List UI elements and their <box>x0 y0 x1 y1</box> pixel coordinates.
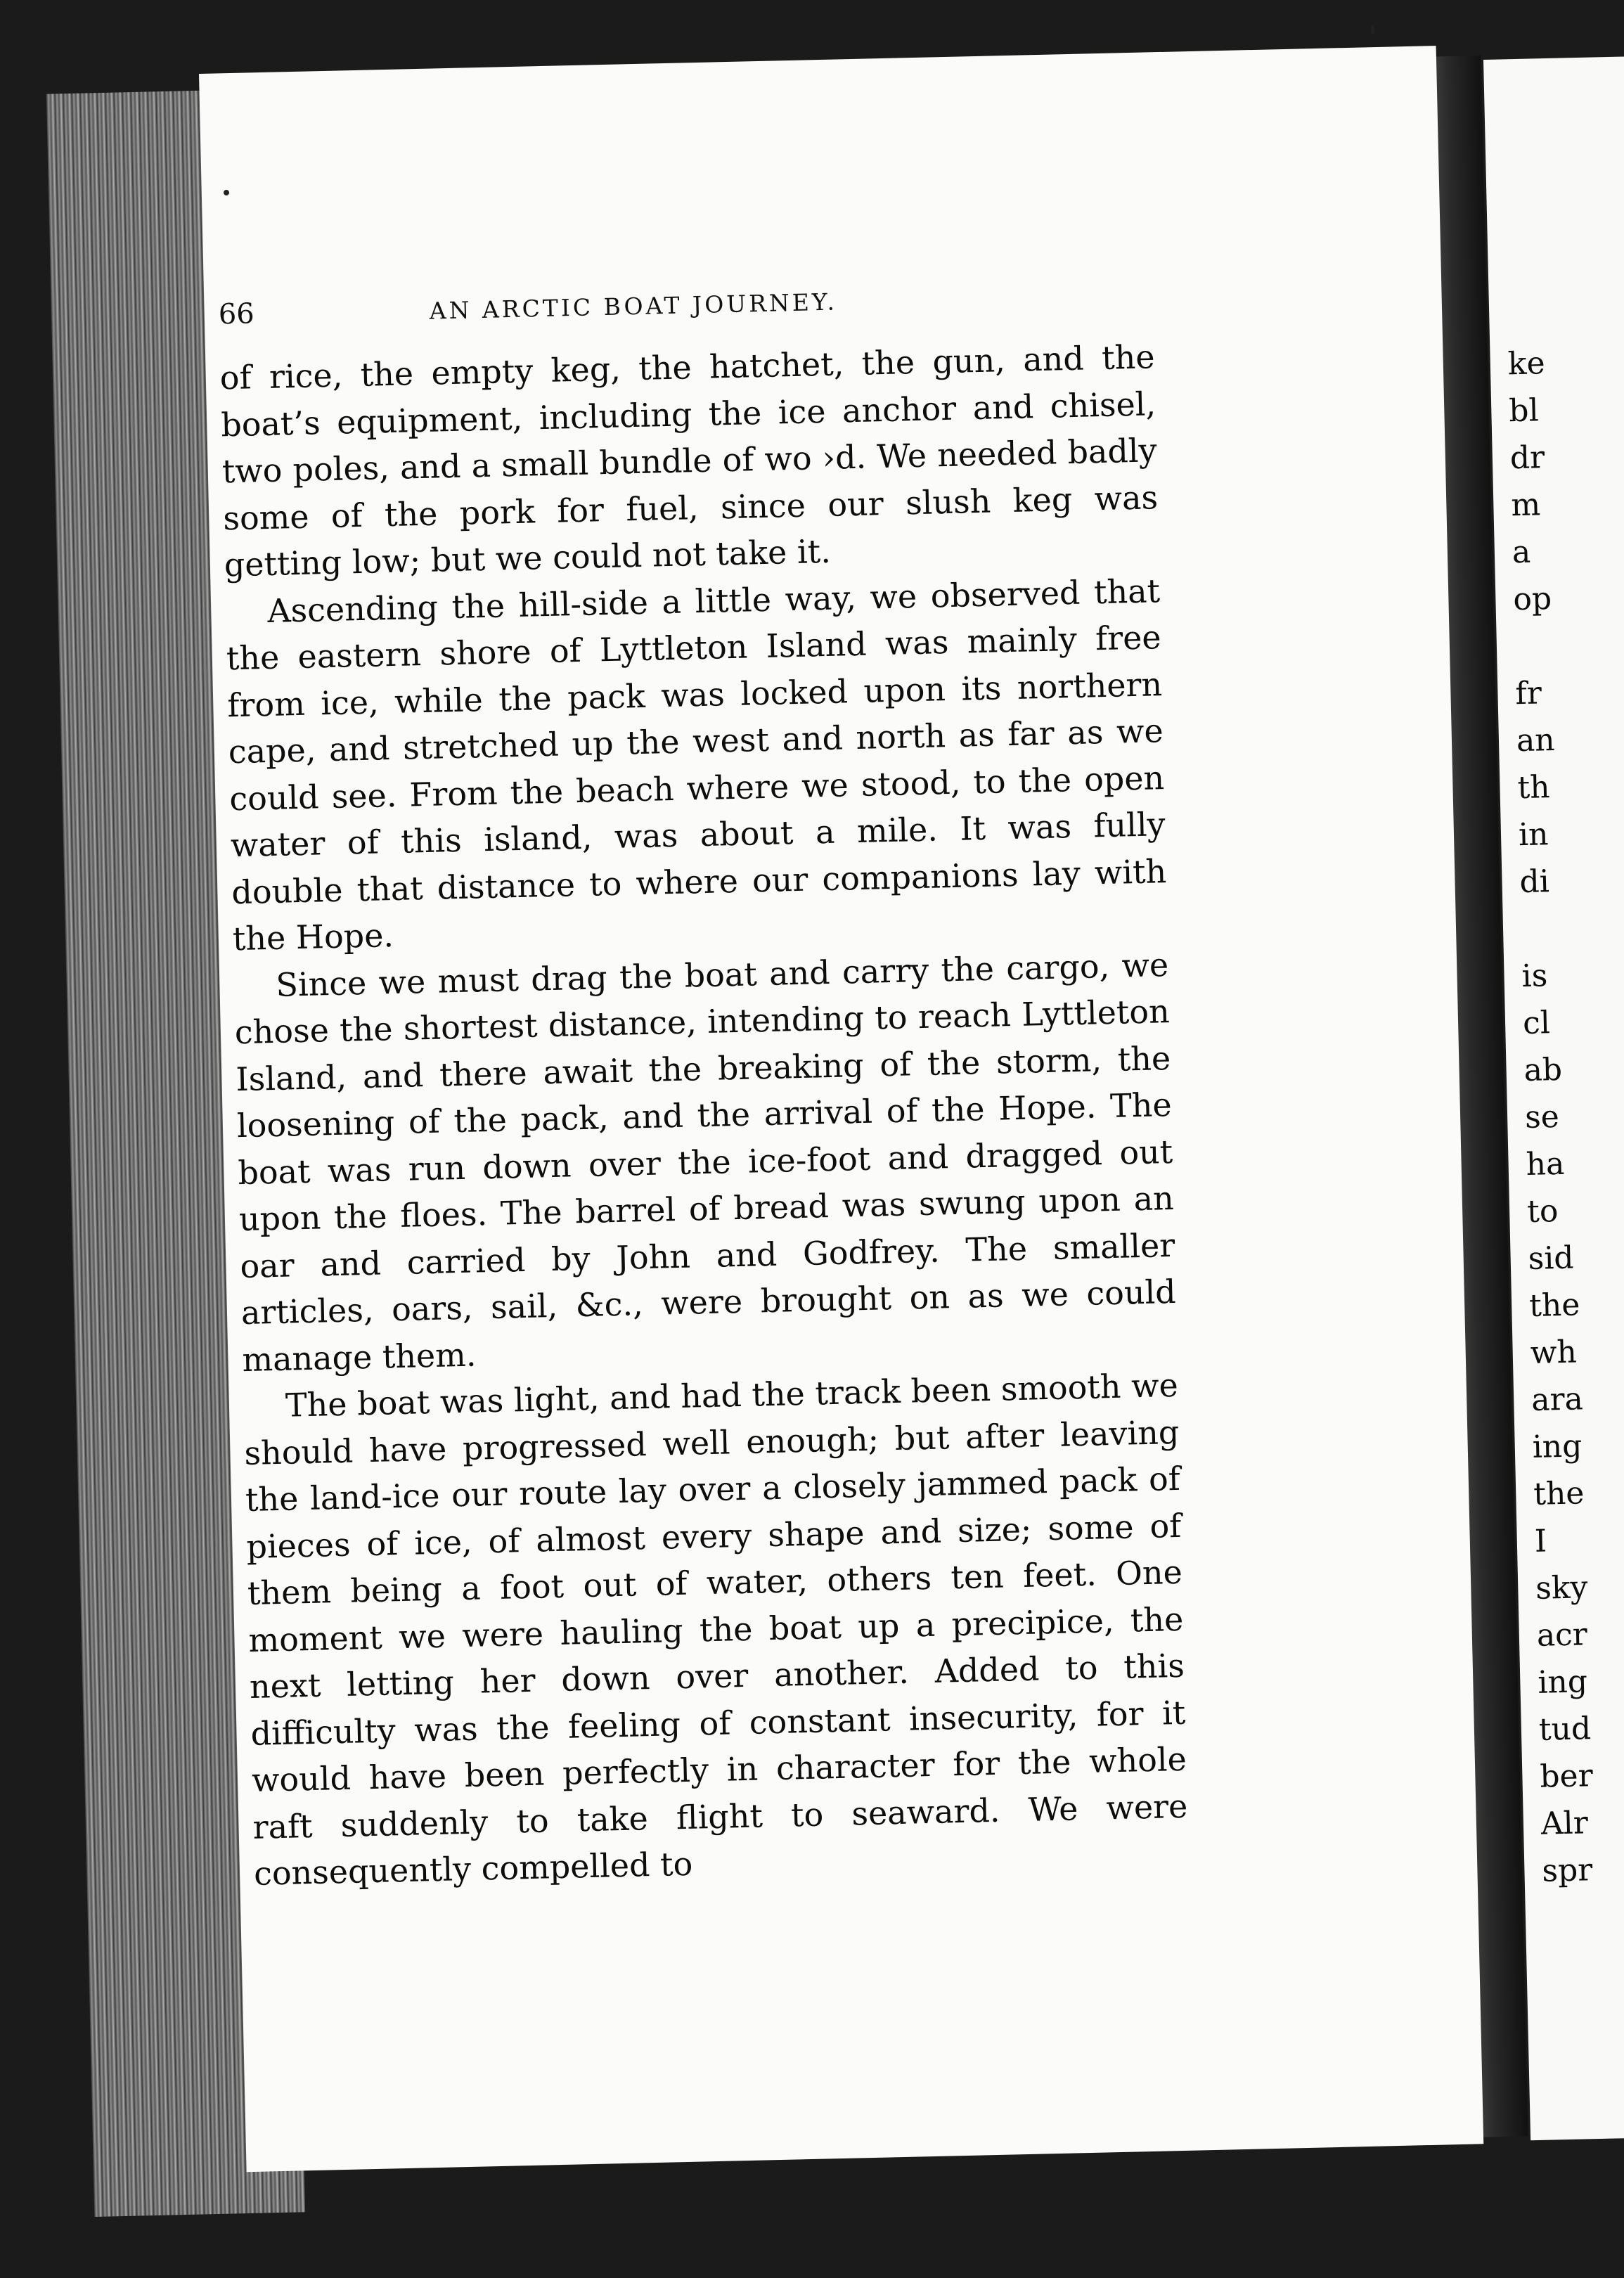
dust-speck <box>224 190 229 195</box>
facing-page-text <box>1507 337 1624 1895</box>
paragraph-3: Since we must drag the boat and carry the cargo, we chose the shortest distance, intending to reach Lyttleton Island, and there await the breaking of the storm, the loosening of the pack, and the arrival of the Hope. The boat was run down over the ice-foot and dragged out upon the floes. The barrel of bread was swung upon an oar and carried by John and Godfrey. The smaller articles, oars, sail, &c., were brought on as we could manage them. <box>234 945 1177 1379</box>
facing-line-fragment: m <box>1510 487 1541 524</box>
facing-line-fragment: ara <box>1530 1381 1584 1418</box>
facing-line-fragment: tud <box>1538 1711 1592 1748</box>
running-head: AN ARCTIC BOAT JOURNEY. <box>429 288 838 325</box>
facing-line-fragment: cl <box>1522 1005 1551 1042</box>
left-page <box>199 46 1483 2172</box>
page-number: 66 <box>218 297 255 331</box>
facing-line-fragment: wh <box>1530 1334 1578 1371</box>
facing-line-fragment: fr <box>1514 675 1542 712</box>
body-text <box>219 333 1189 1897</box>
paragraph-2: Ascending the hill-side a little way, we observed that the eastern shore of Lyttleton Island was mainly free from ice, while the pack was locked upon its northern cape, and stretched up the west and north as far as we could see. From the beach where we stood, to the open water of this island, was about a mile. It was fully double that distance to where our companions lay with the Hope. <box>226 571 1167 958</box>
facing-line-fragment: ha <box>1526 1145 1565 1183</box>
facing-line-fragment: ing <box>1537 1664 1588 1701</box>
facing-line-fragment: se <box>1524 1098 1560 1136</box>
facing-line-fragment: sky <box>1535 1569 1589 1607</box>
facing-line-fragment: sid <box>1528 1240 1575 1277</box>
facing-line-fragment: in <box>1518 816 1549 854</box>
facing-line-fragment: the <box>1533 1475 1585 1512</box>
facing-line-fragment: ke <box>1507 345 1546 382</box>
facing-line-fragment: acr <box>1536 1616 1588 1654</box>
facing-line-fragment: th <box>1516 769 1551 806</box>
dust-speck <box>1371 25 1374 34</box>
facing-line-fragment: op <box>1512 581 1552 618</box>
page-header <box>218 278 1140 341</box>
facing-line-fragment: the <box>1528 1287 1580 1324</box>
facing-line-fragment: bl <box>1508 392 1540 430</box>
paragraph-1: of rice, the empty keg, the hatchet, the gun, and the boat’s equipment, including the ice anchor and chisel, two poles, and a small bundle of wo ›d. We needed badly some of the pork for fuel, since our slush keg was getting low; but we could not take it. <box>219 337 1159 584</box>
facing-line-fragment: is <box>1521 958 1548 995</box>
facing-line-fragment: di <box>1519 863 1550 901</box>
facing-line-fragment: dr <box>1509 439 1545 477</box>
facing-line-fragment <box>1514 619 1624 670</box>
facing-line-fragment: ing <box>1532 1428 1583 1465</box>
facing-line-fragment: Alr <box>1540 1805 1589 1842</box>
facing-line-fragment: ber <box>1539 1758 1594 1795</box>
facing-line-fragment: an <box>1516 721 1556 759</box>
facing-line-fragment: I <box>1534 1523 1547 1559</box>
facing-line-fragment: spr <box>1541 1852 1593 1889</box>
facing-line-fragment: to <box>1526 1193 1559 1230</box>
paragraph-4: The boat was light, and had the track been smooth we should have progressed well enough; but after leaving the land-ice our route lay over a closely jammed pack of pieces of ice, of almost every shape and size; some of them being a foot out of water, others ten feet. One moment we were hauling the boat up a precipice, the next letting her down over another. Added to this difficulty was the feeling of constant insecurity, for it would have been perfectly in character for the whole raft suddenly to take flight to seaward. We were consequently compelled to <box>243 1365 1188 1893</box>
facing-line-fragment: ab <box>1523 1051 1563 1089</box>
facing-line-fragment: a <box>1512 534 1531 571</box>
facing-line-fragment <box>1520 902 1624 953</box>
